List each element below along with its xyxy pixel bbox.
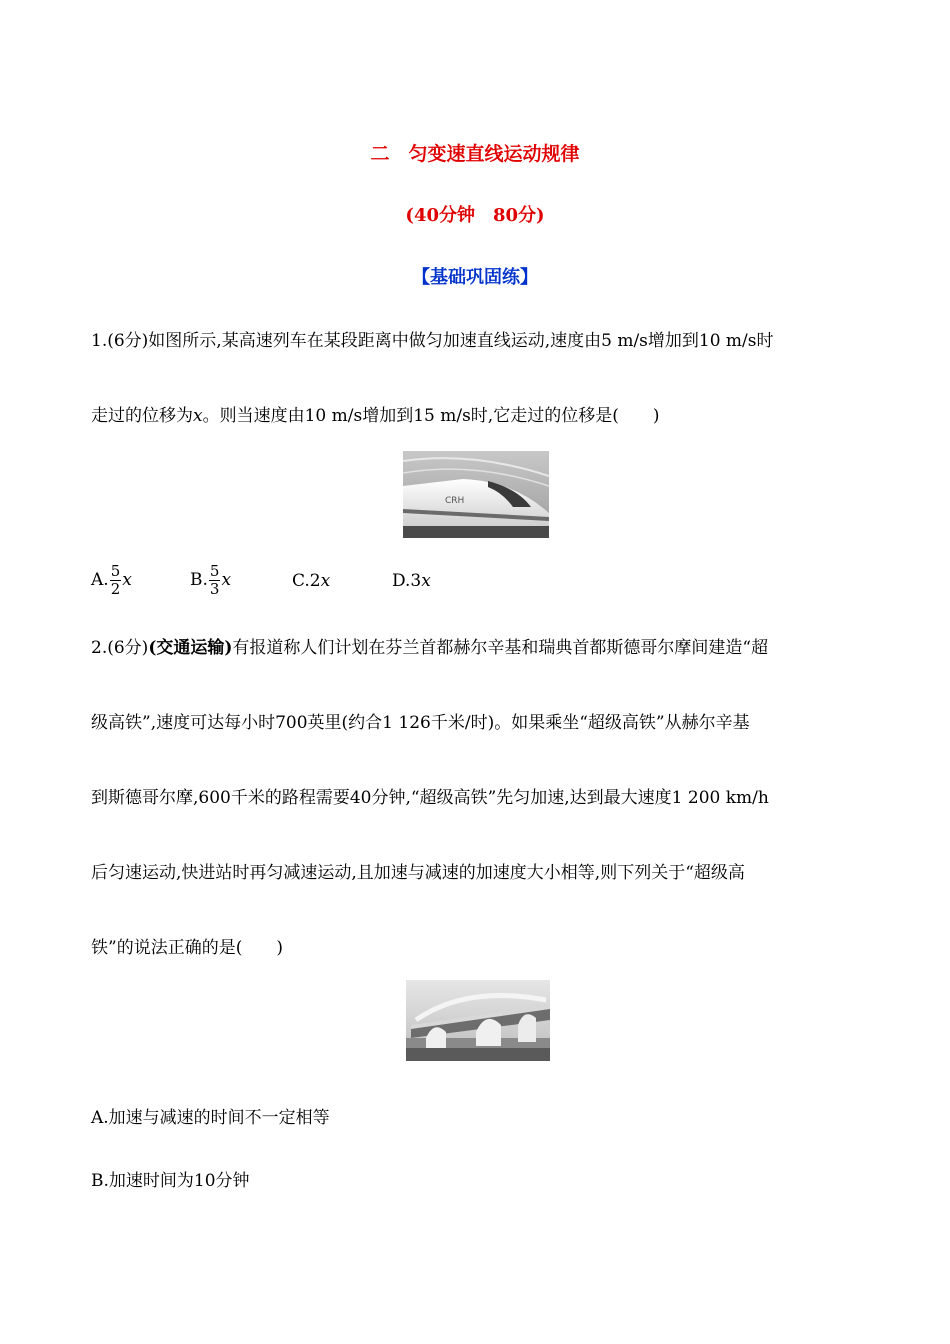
q1-option-a-prefix: A. <box>91 570 109 590</box>
q1-option-c-prefix: C.2 <box>292 571 321 591</box>
crh-label: CRH <box>445 496 465 506</box>
q1-option-a-var: x <box>122 570 132 590</box>
section-heading: 【基础巩固练】 <box>412 267 538 288</box>
q2-option-a: A.加速与减速的时间不一定相等 <box>91 1108 330 1128</box>
fraction <box>209 563 221 598</box>
q2-line5: 铁”的说法正确的是( ) <box>91 938 283 958</box>
q1-option-c-var: x <box>320 571 331 591</box>
q1-line2-pre: 走过的位移为 <box>91 406 193 426</box>
q2-line1 <box>91 633 768 658</box>
q2-option-b: B.加速时间为10分钟 <box>91 1171 250 1191</box>
hyperloop-image <box>406 980 550 1061</box>
q2-line4: 后匀速运动,快进站时再匀减速运动,且加速与减速的加速度大小相等,则下列关于“超级高 <box>91 863 745 883</box>
q2-line3: 到斯德哥尔摩,600千米的路程需要40分钟,“超级高铁”先匀加速,达到最大速度1 200 km/h <box>91 788 769 808</box>
fraction-numerator: 5 <box>209 562 220 580</box>
time-score: (40分钟 80分) <box>405 205 545 226</box>
q2-line1-pre: 2.(6分) <box>91 638 149 658</box>
q1-option-d-var: x <box>421 571 431 591</box>
q2-line1-post: 有报道称人们计划在芬兰首都赫尔辛基和瑞典首都斯德哥尔摩间建造“超 <box>232 638 769 658</box>
q1-option-d-prefix: D.3 <box>392 571 422 591</box>
q1-option-c <box>292 571 330 591</box>
q1-line1: 1.(6分)如图所示,某高速列车在某段距离中做匀加速直线运动,速度由5 m/s增加到10 m/s时 <box>91 331 774 351</box>
q1-variable-x: x <box>193 406 203 426</box>
fraction <box>110 563 122 598</box>
train-image <box>403 451 549 538</box>
q1-line2 <box>91 401 659 426</box>
q1-option-b-var: x <box>221 570 232 590</box>
q1-option-a <box>91 563 132 598</box>
fraction-denominator: 3 <box>209 580 220 598</box>
page-title: 二 匀变速直线运动规律 <box>370 143 580 165</box>
q1-option-d <box>392 571 431 591</box>
q2-line2: 级高铁”,速度可达每小时700英里(约合1 126千米/时)。如果乘坐“超级高铁”从赫尔辛基 <box>91 713 750 733</box>
fraction-numerator: 5 <box>110 562 121 580</box>
q1-option-b-prefix: B. <box>190 570 208 590</box>
q1-line2-post: 。则当速度由10 m/s增加到15 m/s时,它走过的位移是( ) <box>202 406 660 426</box>
fraction-denominator: 2 <box>110 580 121 598</box>
q1-option-b <box>190 563 231 598</box>
q2-topic-tag: (交通运输) <box>148 638 233 658</box>
